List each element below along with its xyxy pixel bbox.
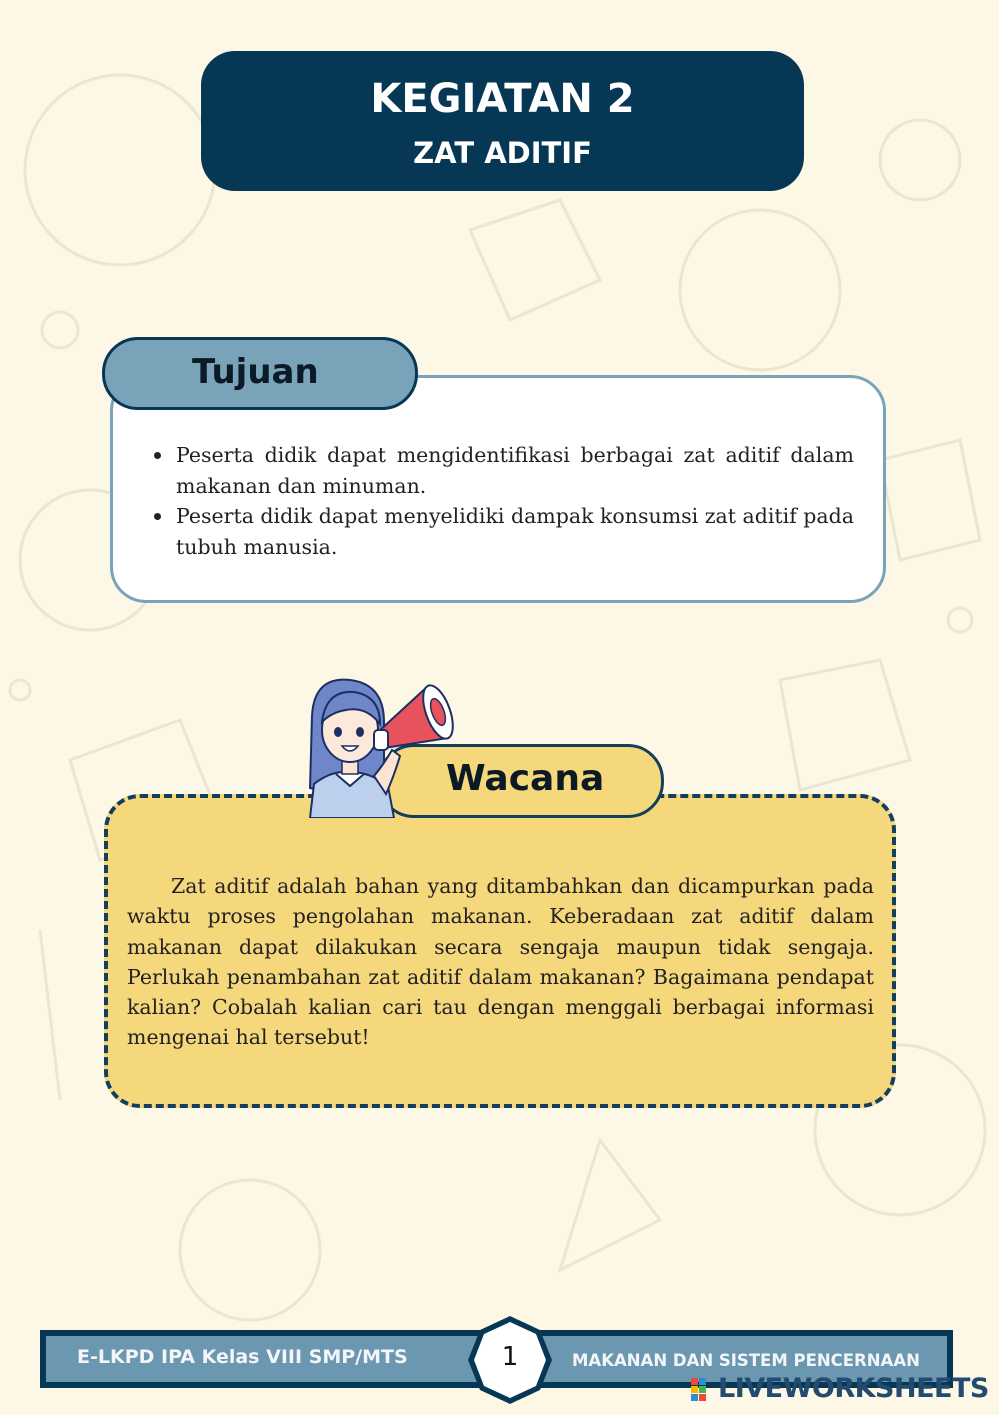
page-number: 1 — [501, 1342, 519, 1372]
tujuan-heading: Tujuan — [192, 352, 319, 392]
liveworksheets-watermark: LIVEWORKSHEETS — [718, 1373, 989, 1404]
wacana-heading: Wacana — [446, 758, 605, 799]
page-title: KEGIATAN 2 — [370, 76, 635, 122]
list-item: Peserta didik dapat menyelidiki dampak konsumsi zat aditif pada tubuh manusia. — [176, 501, 854, 562]
wacana-paragraph: Zat aditif adalah bahan yang ditambahkan dan dicampurkan pada waktu proses pengolahan makanan. Keberadaan zat aditif dalam makanan dapat dilakukan secara sengaja maupun tidak sengaja. Perlukah penambahan zat aditif dalam makanan? Bagaimana pendapat kalian? Cobalah kalian cari tau dengan menggali berbagai informasi mengenai hal tersebut! — [127, 874, 874, 1050]
page-subtitle: ZAT ADITIF — [413, 136, 592, 170]
footer-right-text: MAKANAN DAN SISTEM PENCERNAAN — [572, 1351, 920, 1370]
girl-megaphone-illustration — [292, 676, 462, 818]
list-item: Peserta didik dapat mengidentifikasi berbagai zat aditif dalam makanan dan minuman. — [176, 440, 854, 501]
footer-left-text: E-LKPD IPA Kelas VIII SMP/MTS — [77, 1346, 408, 1368]
tujuan-list — [176, 440, 854, 562]
liveworksheets-logo-icon — [691, 1378, 715, 1402]
